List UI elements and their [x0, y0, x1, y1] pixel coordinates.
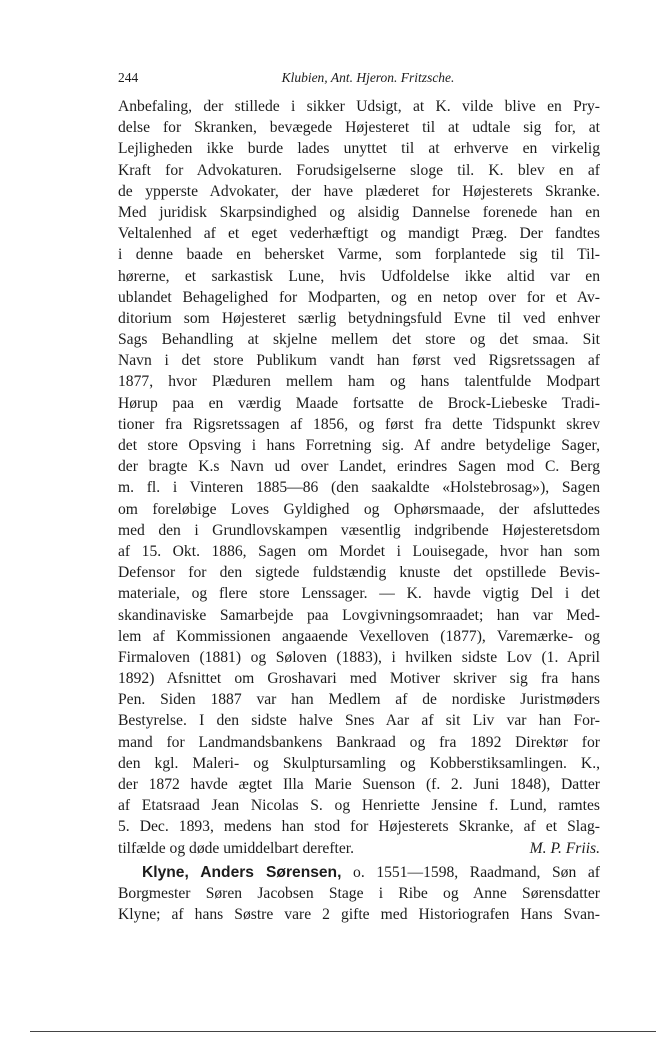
- text-line: materiale, og flere store Lenssager. — K. havde vigtig Del i det: [118, 585, 600, 603]
- text-line: lem af Kommissionen angaaende Vexelloven (1877), Varemærke- og: [118, 627, 600, 645]
- text-line: der 1872 havde ægtet Illa Marie Suenson (f. 2. Juni 1848), Datter: [118, 776, 600, 793]
- text-line: i denne baade en behersket Varme, som forplantede sig til Til-: [118, 246, 600, 264]
- text-line: den kgl. Maleri- og Skulptursamling og Kobberstiksamlingen. K.,: [118, 754, 600, 772]
- next-entry: [118, 862, 600, 926]
- text-line: det store Opsving i hans Forretning sig. Af andre betydelige Sager,: [118, 437, 600, 454]
- page-bottom-rule: [30, 1031, 656, 1032]
- text-line: de ypperste Advokater, der have plæderet for Højesterets Skranke.: [118, 182, 600, 200]
- text-line: ublandet Behagelighed for Modparten, og en netop over for et Av-: [118, 288, 600, 306]
- entry-headword: Klyne, Anders Sørensen,: [142, 864, 342, 881]
- text-line: med den i Grundlovskampen væsentlig indgribende Højesteretsdom: [118, 521, 600, 539]
- text-line: Pen. Siden 1887 var han Medlem af de nordiske Juristmøders: [118, 691, 600, 709]
- page-number: 244: [118, 70, 139, 85]
- text-line: Lejligheden ikke burde lades unyttet til at erhverve en virkelig: [118, 140, 600, 158]
- text-line: Veltalenhed af et eget vederhæftigt og mandigt Præg. Der fandtes: [118, 225, 600, 243]
- text-line: Anbefaling, der stillede i sikker Udsigt, at K. vilde blive en Pry-: [118, 98, 600, 115]
- text-line: 1877, hvor Plæduren mellem ham og hans talentfulde Modpart: [118, 373, 600, 391]
- text-line: delse for Skranken, bevægede Højesteret til at udtale sig for, at: [118, 119, 600, 137]
- entry-line: Borgmester Søren Jacobsen Stage i Ribe og Anne Sørensdatter: [118, 885, 600, 903]
- final-line-text: tilfælde og døde umiddelbart derefter.: [118, 839, 354, 857]
- text-line: Kraft for Advokaturen. Forudsigelserne sloge til. K. blev en af: [118, 161, 600, 179]
- page-header: [118, 70, 598, 92]
- text-line: 1892) Afsnittet om Groshavari med Motiver skriver sig fra hans: [118, 670, 600, 688]
- text-line: af Etatsraad Jean Nicolas S. og Henriette Jensine f. Lund, ramtes: [118, 797, 600, 815]
- text-line: Hørup paa en værdig Maade fortsatte de Brock-Liebeske Tradi-: [118, 394, 600, 412]
- text-line: Bestyrelse. I den sidste halve Snes Aar af sit Liv var han For-: [118, 712, 600, 730]
- entry-line: Klyne; af hans Søstre vare 2 gifte med Historiografen Hans Svan-: [118, 906, 600, 924]
- text-line: m. fl. i Vinteren 1885—86 (den saakaldte «Holstebrosag»), Sagen: [118, 479, 600, 497]
- text-line: 5. Dec. 1893, medens han stod for Højesterets Skranke, af et Slag-: [118, 818, 600, 836]
- article-body: [118, 96, 600, 859]
- text-line: Firmaloven (1881) og Søloven (1883), i hvilken sidste Lov (1. April: [118, 648, 600, 666]
- author-signature: M. P. Friis.: [529, 839, 600, 857]
- text-line: Med juridisk Skarpsindighed og alsidig Dannelse forenede han en: [118, 203, 600, 221]
- text-line: om foreløbige Loves Gyldighed og Ophørsmaade, der afsluttedes: [118, 500, 600, 518]
- text-line: af 15. Okt. 1886, Sagen om Mordet i Louisegade, hvor han som: [118, 542, 600, 560]
- running-head: Klubien, Ant. Hjeron. Fritzsche.: [281, 70, 455, 85]
- entry-intro: o. 1551—1598, Raadmand, Søn af: [341, 864, 600, 881]
- text-line: der bragte K.s Navn ud over Landet, erindres Sagen mod C. Berg: [118, 458, 600, 476]
- text-line: hørerne, et sarkastisk Lune, hvis Udfoldelse ikke altid var en: [118, 267, 600, 285]
- text-line: skandinaviske Samarbejde paa Lovgivningsomraadet; han var Med-: [118, 606, 600, 624]
- text-line: tioner fra Rigsretssagen af 1856, og først fra dette Tidspunkt skrev: [118, 415, 600, 433]
- text-line-final: [118, 838, 600, 859]
- text-line: mand for Landmandsbankens Bankraad og fra 1892 Direktør for: [118, 733, 600, 751]
- text-line: ditorium som Højesteret særlig betydningsfuld Evne til ved enhver: [118, 309, 600, 327]
- entry-line: [118, 862, 600, 883]
- text-line: Navn i det store Publikum vandt han først ved Rigsretssagen af: [118, 352, 600, 370]
- text-line: Defensor for den sigtede fuldstændig knuste det opstillede Bevis-: [118, 564, 600, 582]
- text-line: Sags Behandling at skjelne mellem det store og det smaa. Sit: [118, 331, 600, 349]
